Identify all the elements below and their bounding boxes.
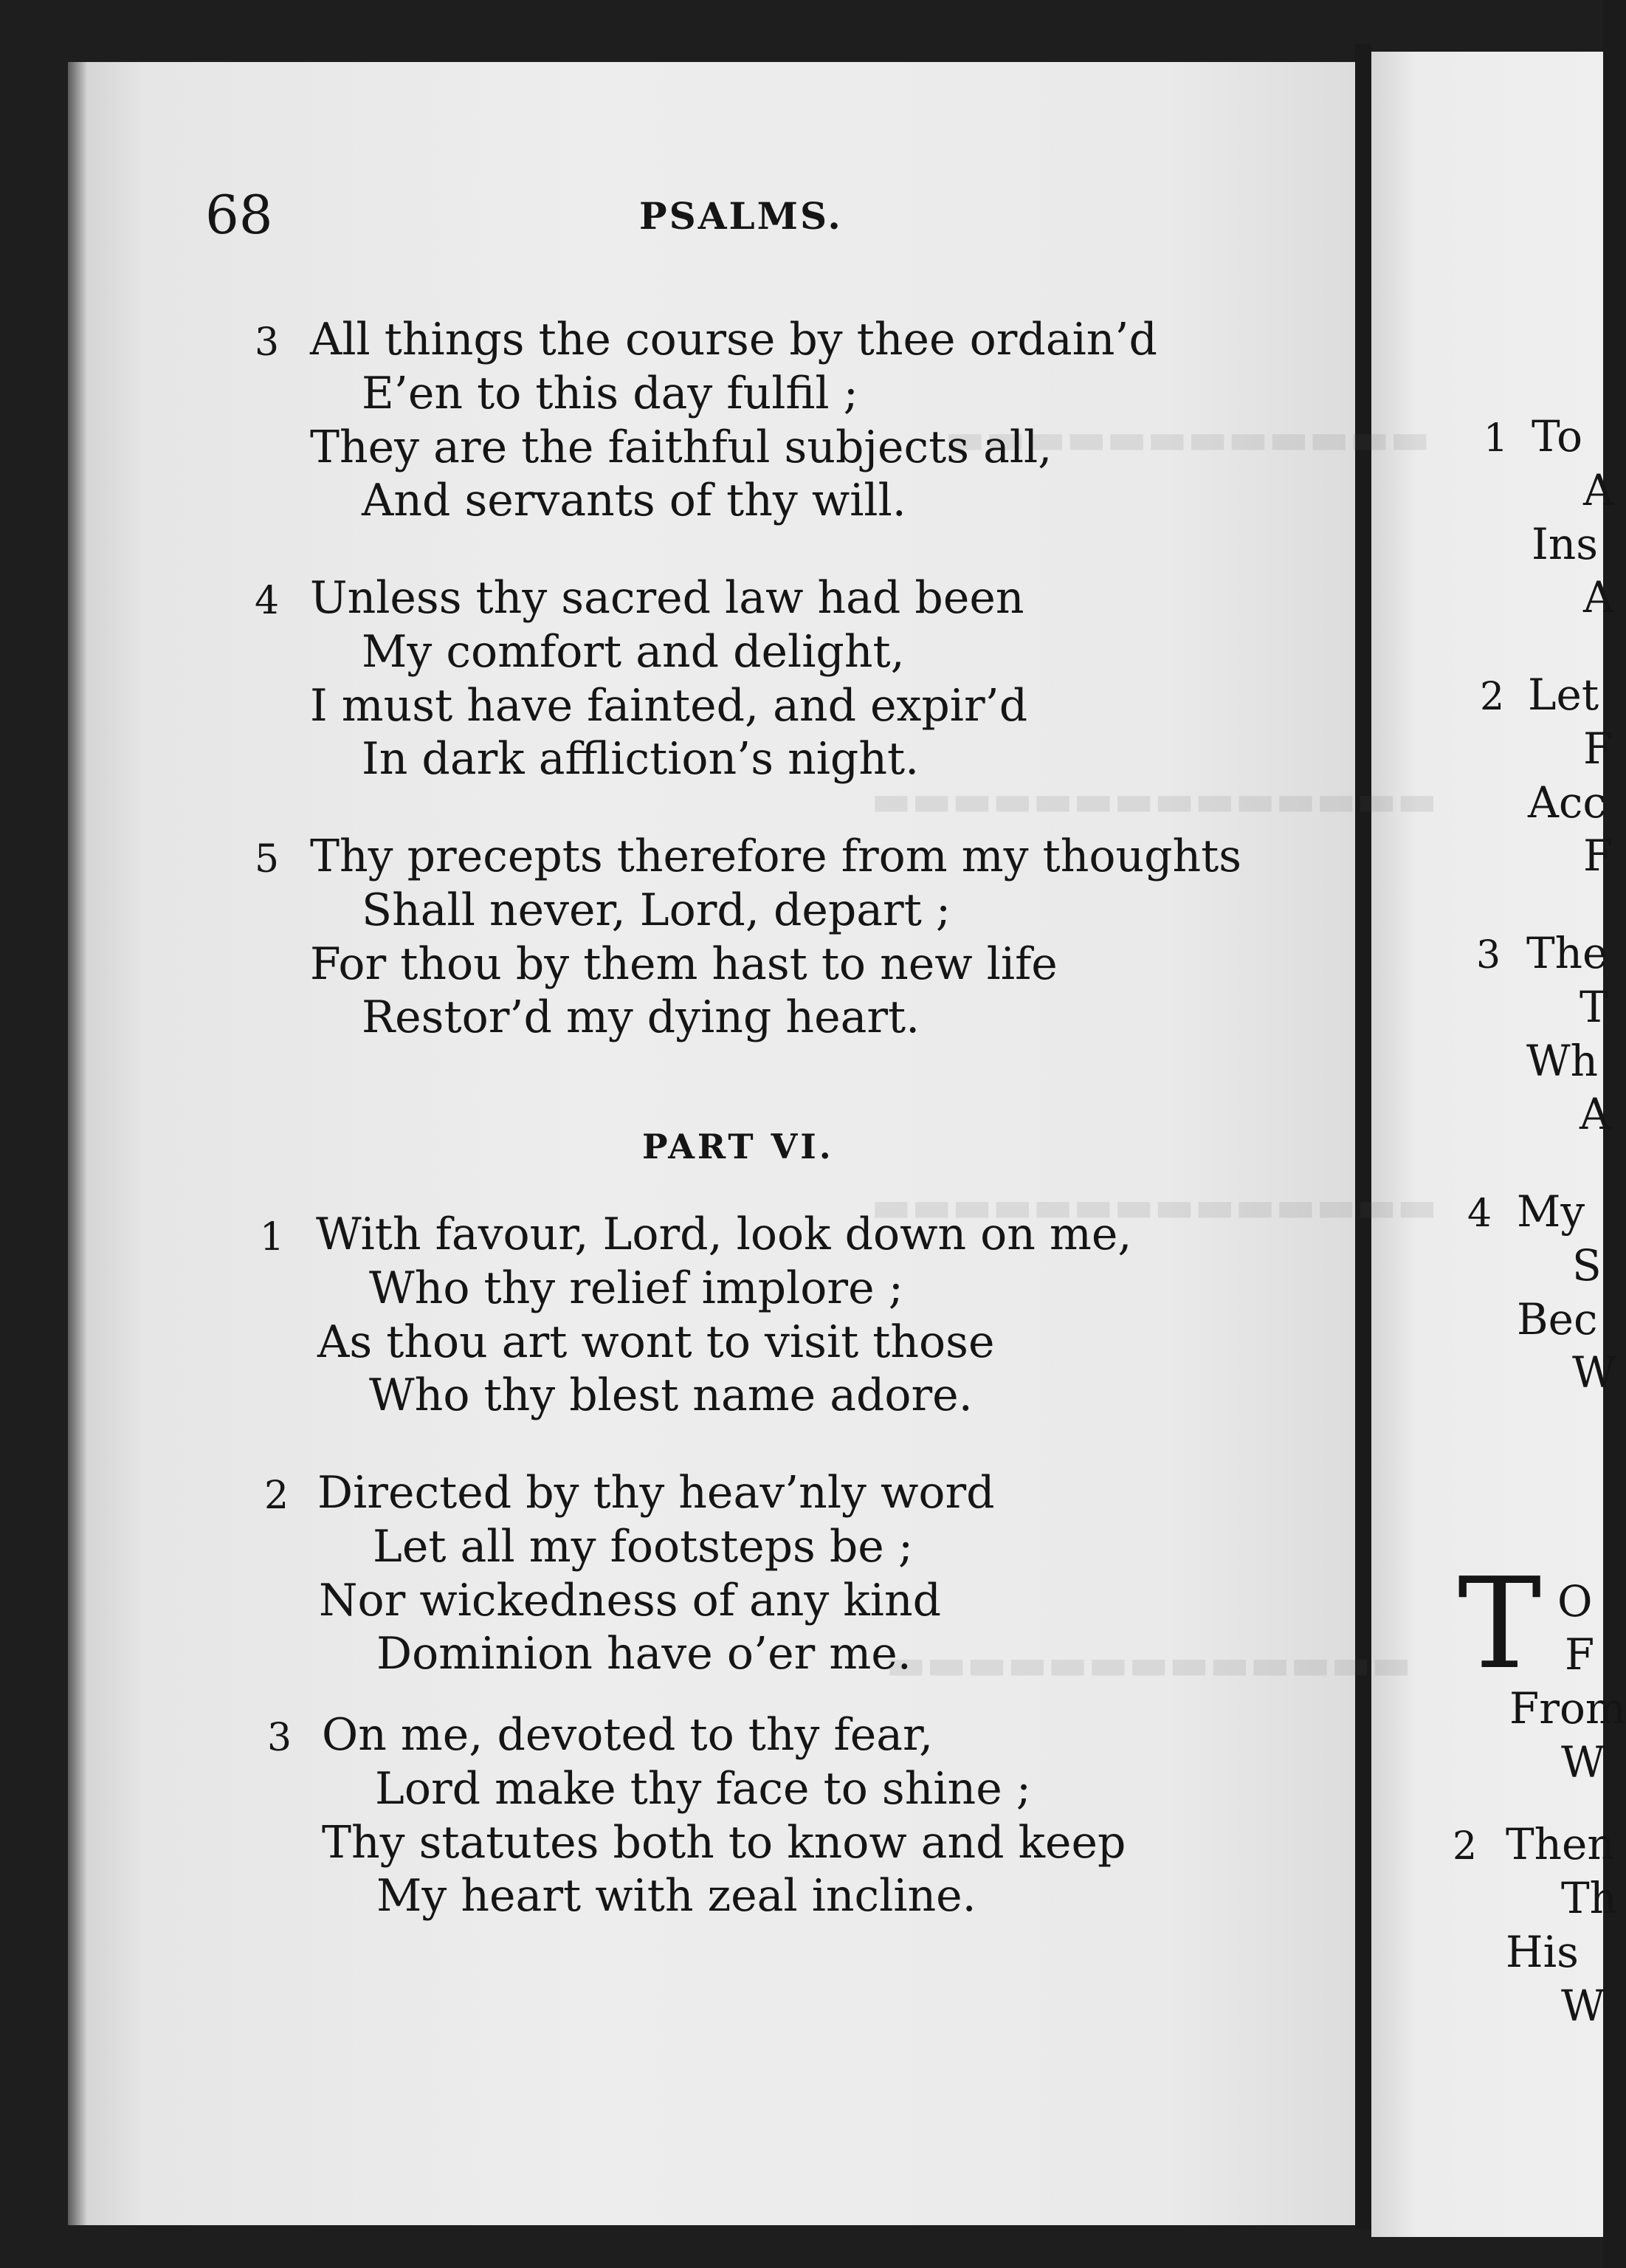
- right-verse-fragment: The: [1526, 928, 1608, 978]
- verse-line: And servants of thy will.: [362, 475, 906, 526]
- right-verse-fragment: Wh: [1526, 1036, 1598, 1086]
- bleed-through-mark: ▬▬▬▬▬▬▬▬▬▬▬▬: [945, 413, 1430, 464]
- right-stanza-number: 4: [1467, 1192, 1492, 1236]
- verse-line: Nor wickedness of any kind: [319, 1575, 941, 1626]
- right-verse-fragment: Let: [1528, 670, 1599, 720]
- right-stanza-number: 3: [1476, 933, 1501, 977]
- stanza-number: 3: [255, 320, 280, 365]
- verse-line: E’en to this day fulfil ;: [362, 368, 858, 419]
- drop-cap: T: [1458, 1551, 1542, 1697]
- right-stanza-number: 2: [1480, 675, 1505, 719]
- right-stanza-number: 2: [1453, 1824, 1478, 1869]
- right-verse-fragment: S: [1572, 1240, 1602, 1291]
- right-verse-fragment: Ins: [1532, 519, 1599, 569]
- verse-line: Thy precepts therefore from my thoughts: [310, 831, 1242, 882]
- verse-line: As thou art wont to visit those: [317, 1316, 995, 1368]
- verse-line: Unless thy sacred law had been: [310, 572, 1024, 624]
- right-verse-fragment: F: [1583, 831, 1613, 881]
- right-verse-fragment: Th: [1561, 1873, 1618, 1923]
- verse-line: Restor’d my dying heart.: [362, 992, 920, 1043]
- stanza-number: 2: [264, 1474, 289, 1518]
- verse-line: I must have fainted, and expir’d: [310, 680, 1028, 732]
- stanza-number: 5: [255, 837, 280, 882]
- verse-line: With favour, Lord, look down on me,: [316, 1209, 1132, 1260]
- verse-line: Dominion have o’er me.: [376, 1628, 912, 1680]
- page-edge-shadow: [68, 62, 87, 2225]
- right-verse-fragment: His: [1506, 1927, 1579, 1977]
- right-verse-fragment: A: [1583, 572, 1614, 622]
- verse-line: All things the course by thee ordain’d: [310, 314, 1157, 365]
- verse-line: My heart with zeal incline.: [376, 1870, 976, 1922]
- verse-line: In dark affliction’s night.: [362, 733, 920, 785]
- stanza-number: 1: [260, 1215, 285, 1260]
- bleed-through-mark: ▬▬▬▬▬▬▬▬▬▬▬▬▬▬: [871, 775, 1438, 825]
- verse-line: Who thy relief implore ;: [369, 1262, 903, 1314]
- right-verse-fragment: Bec: [1517, 1294, 1598, 1344]
- verse-line: Who thy blest name adore.: [369, 1370, 973, 1421]
- right-verse-fragment: F: [1583, 724, 1613, 774]
- book-gutter: [1355, 44, 1371, 2230]
- right-verse-fragment: A: [1580, 1089, 1611, 1139]
- right-stanza-number: 1: [1484, 416, 1509, 461]
- verse-line: Lord make thy face to shine ;: [375, 1763, 1031, 1815]
- verse-line: Let all my footsteps be ;: [373, 1521, 914, 1573]
- bleed-through-mark: ▬▬▬▬▬▬▬▬▬▬▬▬▬▬: [871, 1181, 1438, 1231]
- stanza-number: 3: [267, 1716, 292, 1760]
- running-head: PSALMS.: [639, 194, 843, 238]
- right-verse-fragment: Then: [1506, 1819, 1615, 1869]
- right-verse-fragment: O: [1557, 1576, 1593, 1626]
- right-verse-fragment: A: [1583, 465, 1614, 515]
- verse-line: Shall never, Lord, depart ;: [362, 884, 951, 936]
- part-heading: PART VI.: [642, 1127, 834, 1166]
- right-verse-fragment: F: [1565, 1629, 1595, 1680]
- right-verse-fragment: W: [1561, 1737, 1605, 1787]
- right-verse-fragment: From: [1509, 1683, 1626, 1733]
- verse-line: Directed by thy heav’nly word: [317, 1467, 995, 1519]
- right-verse-fragment: T: [1580, 982, 1608, 1032]
- right-verse-fragment: W: [1561, 1981, 1605, 2031]
- right-verse-fragment: Acc: [1528, 777, 1607, 828]
- verse-line: Thy statutes both to know and keep: [322, 1817, 1126, 1869]
- right-verse-fragment: To: [1532, 411, 1583, 461]
- right-verse-fragment: W: [1572, 1347, 1616, 1398]
- stanza-number: 4: [255, 579, 280, 623]
- bleed-through-mark: ▬▬▬▬▬▬▬▬▬▬▬▬▬: [886, 1639, 1412, 1689]
- verse-line: For thou by them hast to new life: [310, 938, 1058, 990]
- right-verse-fragment: My: [1517, 1186, 1585, 1237]
- page-number: 68: [205, 184, 273, 246]
- verse-line: On me, devoted to thy fear,: [322, 1709, 934, 1761]
- verse-line: My comfort and delight,: [362, 626, 905, 678]
- verse-line: They are the faithful subjects all,: [310, 422, 1053, 473]
